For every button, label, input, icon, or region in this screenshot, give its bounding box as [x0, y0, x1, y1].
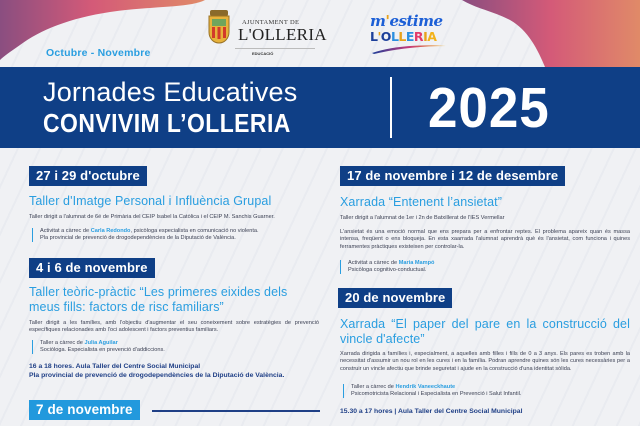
logo-letter: R: [413, 29, 424, 44]
logo-letter: E: [405, 29, 414, 44]
event-description: Taller dirigit a l'alumnat de 1er i 2n de Batxillerat de l'IES Vermellar: [340, 215, 505, 221]
coat-of-arms-icon: [208, 10, 230, 44]
title-banner: [0, 67, 640, 148]
event-location: 16 a 18 hores. Aula Taller del Centre Social Municipal Pla provincial de prevenció de drogodependències de la Diputació de València.: [29, 363, 285, 379]
speaker-name: Maria Mampó: [398, 260, 435, 266]
logo-letter: O: [380, 29, 391, 44]
speaker-name: Carla Redondo: [90, 228, 131, 234]
event-date-tag: 17 de novembre i 12 de desembre: [340, 166, 565, 186]
event-description: Taller dirigit a l'alumnat de 6é de Primària del CEIP Isabel la Catòlica i el CEIP M. Sanchis Guarner.: [29, 214, 275, 220]
banner-title: CONVIVIM L’OLLERIA: [43, 110, 291, 138]
swoosh-icon: [370, 44, 448, 54]
event-description: Taller dirigit a les famílies, amb l'objectiu d'augmentar el seu coneixement sobre estratègies de prevenció específiques relacionades amb l'oci adolescent i factors preventius familiars.: [29, 320, 319, 334]
event-date-tag: 4 i 6 de novembre: [29, 258, 155, 278]
banner-year: 2025: [428, 76, 550, 140]
event-credit: Activitat a càrrec de Carla Redondo, psicòloga especialista en comunicació no violenta. Pla provincial de prevenció de drogodependències de la Diputació de València.: [32, 228, 317, 242]
event-date-tag: 20 de novembre: [338, 288, 452, 308]
ajuntament-department: EDUCACIÓ: [252, 51, 274, 56]
logo-letter: L: [398, 29, 406, 44]
event-description: Xarrada dirigida a famílies i, especialment, a aquelles amb filles i fills de 0 a 3 anys. Els pares es troben amb la necessitat d'assumir un nou rol en les cures i en la família. Podran aprendre quines són les cures necessàries per a construir un vincle afectiu que brinde seguretat i ajude en la construcció d'una identitat sòlida.: [340, 351, 630, 372]
event-date-tag: 7 de novembre: [29, 400, 140, 420]
event-credit: Activitat a càrrec de Maria Mampó Psicòloga cognitivo-conductual.: [340, 260, 625, 274]
event-credit: Taller a càrrec de Julia Aguilar Sociòloga. Especialista en prevenció d'addiccions.: [32, 340, 317, 354]
olleria-colored-text: [370, 29, 436, 44]
mestime-olleria-logo: [367, 12, 452, 56]
event-title: Xarrada “Entenent l’ansietat”: [340, 195, 503, 209]
logo-letter: A: [427, 29, 437, 44]
ajuntament-town-name: L'OLLERIA: [238, 25, 327, 44]
logo-letter: L: [370, 29, 378, 44]
speaker-name: Julia Aguilar: [84, 340, 118, 346]
event-description-detail: L'ansietat és una emoció normal que ens prepara per a enfrontar reptes. El problema apareix quan és massa intensa, freqüent o ens bloqueja. En esta xaarrada l'alumnat aprendrà què és l'ansietat, com funciona i quines ferramentes pràctiques existeixen per controlar-la.: [340, 229, 630, 250]
logo-letter: I: [423, 29, 428, 44]
period-label: Octubre - Novembre: [46, 47, 151, 59]
banner-divider: [390, 77, 392, 138]
logo-letter: ': [377, 29, 381, 44]
event-credit: Taller a càrrec de Hendrik Vaneeckhaute Psicomotricista Relacional i Especialista en Prevenció i Salut Infantil.: [343, 384, 628, 398]
logo-letter: L: [390, 29, 399, 44]
speaker-name: Hendrik Vaneeckhaute: [395, 384, 456, 390]
ajuntament-logo: [205, 8, 327, 56]
event-title: Taller d'Imatge Personal i Influència Grupal: [29, 194, 272, 208]
logo-rule: [235, 48, 315, 49]
event-date-tag: 27 i 29 d'octubre: [29, 166, 147, 186]
mestime-text: m'estime: [370, 12, 443, 30]
event-location: 15.30 a 17 hores | Aula Taller del Centre Social Municipal: [340, 408, 523, 415]
section-divider-line: [152, 410, 320, 412]
event-title: Xarrada “El paper del pare en la construcció del vincle d'afecte”: [340, 317, 630, 346]
banner-subtitle: Jornades Educatives: [43, 77, 298, 107]
event-title: Taller teòric-pràctic “Les primeres eixides dels meus fills: factors de risc familiars”: [29, 285, 288, 314]
ajuntament-small-text: AJUNTAMENT DE: [242, 19, 300, 26]
